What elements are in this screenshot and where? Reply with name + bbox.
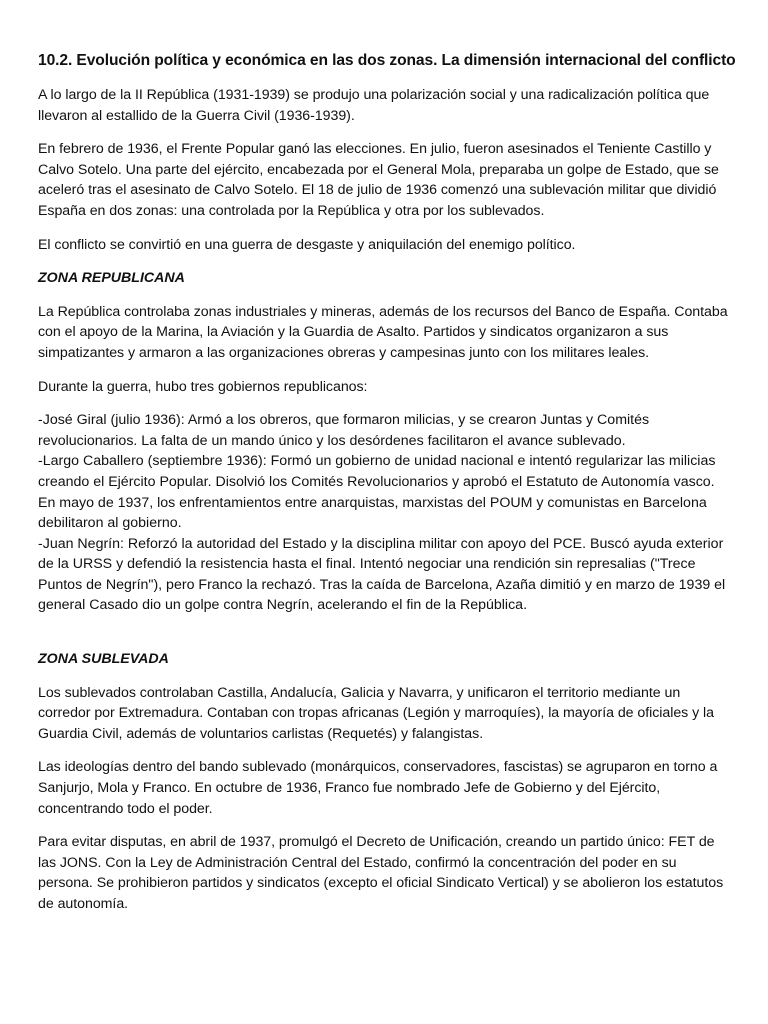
government-item: -José Giral (julio 1936): Armó a los obreros, que formaron milicias, y se crearon Juntas y Comités revolucionarios. La falta de un mando único y los desórdenes facilitaron el avance sublevado. <box>38 412 650 449</box>
republicana-paragraph: La República controlaba zonas industriales y mineras, además de los recursos del Banco de España. Contaba con el apoyo de la Marina, la Aviación y la Guardia de Asalto. Partidos y sindicatos organizaron a sus simpatizantes y armaron a las organizaciones obreras y campesinas junto con los militares leales. <box>38 303 728 361</box>
document-page <box>38 50 736 928</box>
document-title: 10.2. Evolución política y económica en las dos zonas. La dimensión internacional del conflicto <box>38 52 736 69</box>
sublevada-paragraph: Para evitar disputas, en abril de 1937, promulgó el Decreto de Unificación, creando un partido único: FET de las JONS. Con la Ley de Administración Central del Estado, confirmó la concentración del poder en su persona. Se prohibieron partidos y sindicatos (excepto el oficial Sindicato Vertical) y se abolieron los estatutos de autonomía. <box>38 834 724 912</box>
intro-paragraph: A lo largo de la II República (1931-1939) se produjo una polarización social y una radicalización política que llevaron al estallido de la Guerra Civil (1936-1939). <box>38 87 710 124</box>
government-item: -Juan Negrín: Reforzó la autoridad del Estado y la disciplina militar con apoyo del PCE. Buscó ayuda exterior de la URSS y defendió la resistencia hasta el final. Intentó negociar una rendición sin represalias ("Trece Puntos de Negrín"), pero Franco la rechazó. Tras la caída de Barcelona, Azaña dimitió y en marzo de 1939 el general Casado dio un golpe contra Negrín, acelerando el fin de la República. <box>38 535 726 614</box>
section-heading-sublevada: ZONA SUBLEVADA <box>38 651 169 668</box>
republicana-paragraph: Durante la guerra, hubo tres gobiernos republicanos: <box>38 378 368 395</box>
intro-paragraph: El conflicto se convirtió en una guerra de desgaste y aniquilación del enemigo político. <box>38 236 576 253</box>
government-item: -Largo Caballero (septiembre 1936): Formó un gobierno de unidad nacional e intentó regularizar las milicias creando el Ejército Popular. Disolvió los Comités Revolucionarios y aprobó el Estatuto de Autonomía vasco. En mayo de 1937, los enfrentamientos entre anarquistas, marxistas del POUM y comunistas en Barcelona debilitaron al gobierno. <box>38 453 716 532</box>
sublevada-paragraph: Los sublevados controlaban Castilla, Andalucía, Galicia y Navarra, y unificaron el territorio mediante un corredor por Extremadura. Contaban con tropas africanas (Legión y marroquíes), la mayoría de oficiales y la Guardia Civil, además de voluntarios carlistas (Requetés) y falangistas. <box>38 684 714 742</box>
governments-list <box>38 410 733 616</box>
section-heading-republicana: ZONA REPUBLICANA <box>38 270 185 287</box>
section-spacer <box>38 629 733 649</box>
sublevada-paragraph: Las ideologías dentro del bando sublevado (monárquicos, conservadores, fascistas) se agruparon en torno a Sanjurjo, Mola y Franco. En octubre de 1936, Franco fue nombrado Jefe de Gobierno y del Ejército, concentrando todo el poder. <box>38 759 718 817</box>
intro-paragraph: En febrero de 1936, el Frente Popular ganó las elecciones. En julio, fueron asesinados el Teniente Castillo y Calvo Sotelo. Una parte del ejército, encabezada por el General Mola, preparaba un golpe de Estado, que se aceleró tras el asesinato de Calvo Sotelo. El 18 de julio de 1936 comenzó una sublevación militar que dividió España en dos zonas: una controlada por la República y otra por los sublevados. <box>38 141 719 219</box>
